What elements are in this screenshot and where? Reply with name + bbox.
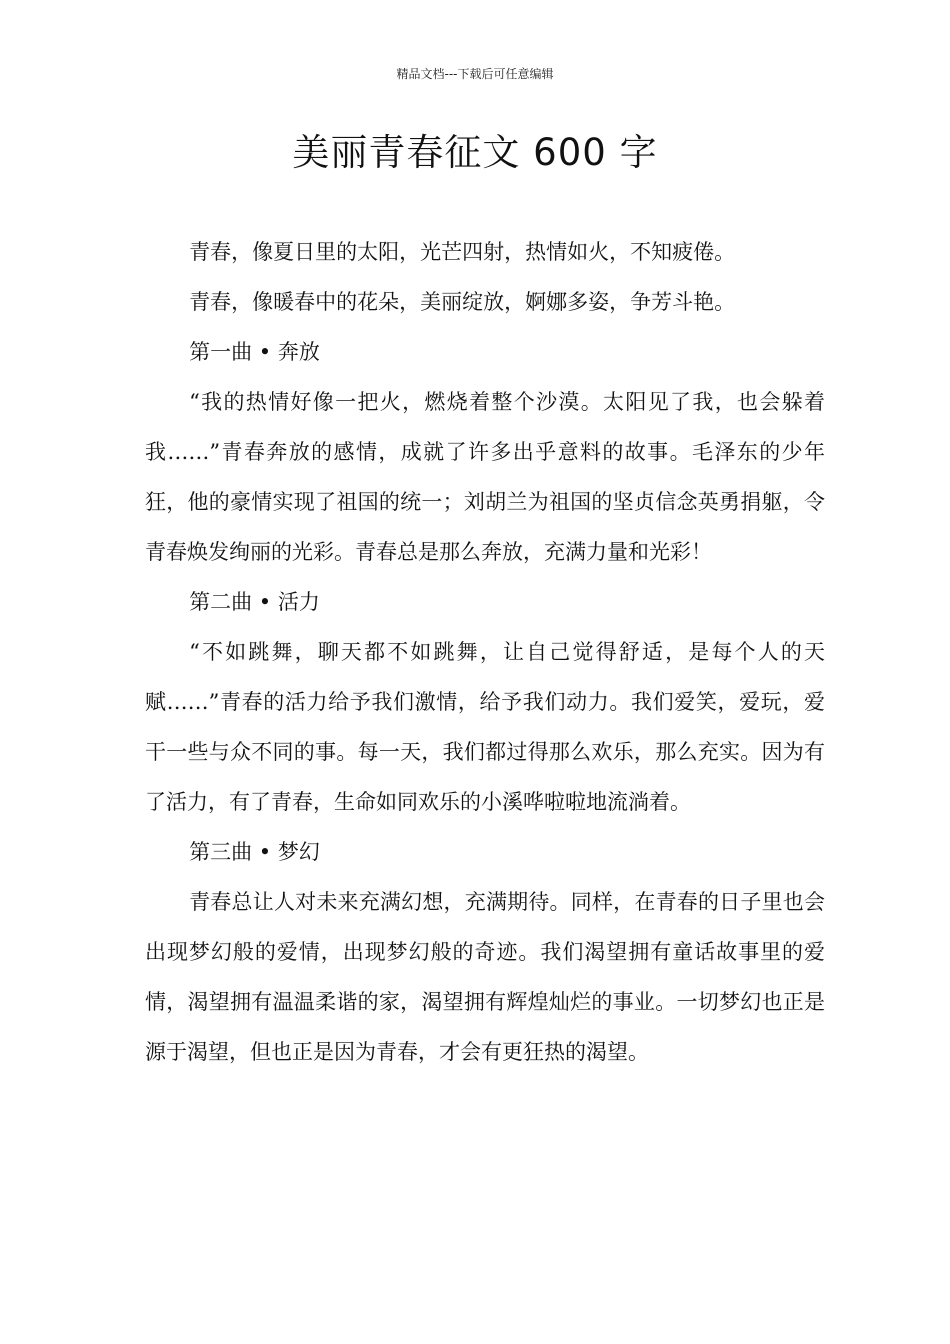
section-heading-2: 第二曲 • 活力: [189, 590, 320, 614]
document-body: [145, 227, 825, 1077]
document-title: 美丽青春征文 600 字: [292, 131, 658, 174]
paragraph-section-3: 青春总让人对未来充满幻想，充满期待。同样，在青春的日子里也会出现梦幻般的爱情，出现梦幻般的奇迹。我们渴望拥有童话故事里的爱情，渴望拥有温温柔谐的家，渴望拥有辉煌灿烂的事业。一切梦幻也正是源于渴望，但也正是因为青春，才会有更狂热的渴望。: [145, 890, 825, 1064]
paragraph-intro-2: 青春，像暖春中的花朵，美丽绽放，婀娜多姿，争芳斗艳。: [189, 290, 736, 314]
header-note: 精品文档---下载后可任意编辑: [396, 67, 554, 81]
section-heading-1: 第一曲 • 奔放: [189, 340, 320, 364]
paragraph-section-1: “我的热情好像一把火，燃烧着整个沙漠。太阳见了我，也会躲着我……”青春奔放的感情，成就了许多出乎意料的故事。毛泽东的少年狂，他的豪情实现了祖国的统一；刘胡兰为祖国的坚贞信念英勇捐躯，令青春焕发绚丽的光彩。青春总是那么奔放，充满力量和光彩！: [145, 390, 825, 564]
paragraph-intro-1: 青春，像夏日里的太阳，光芒四射，热情如火，不知疲倦。: [189, 240, 736, 264]
paragraph-section-2: “不如跳舞，聊天都不如跳舞，让自己觉得舒适，是每个人的天赋……”青春的活力给予我们激情，给予我们动力。我们爱笑，爱玩，爱干一些与众不同的事。每一天，我们都过得那么欢乐，那么充实。因为有了活力，有了青春，生命如同欢乐的小溪哗啦啦地流淌着。: [145, 640, 825, 814]
section-heading-3: 第三曲 • 梦幻: [189, 840, 320, 864]
